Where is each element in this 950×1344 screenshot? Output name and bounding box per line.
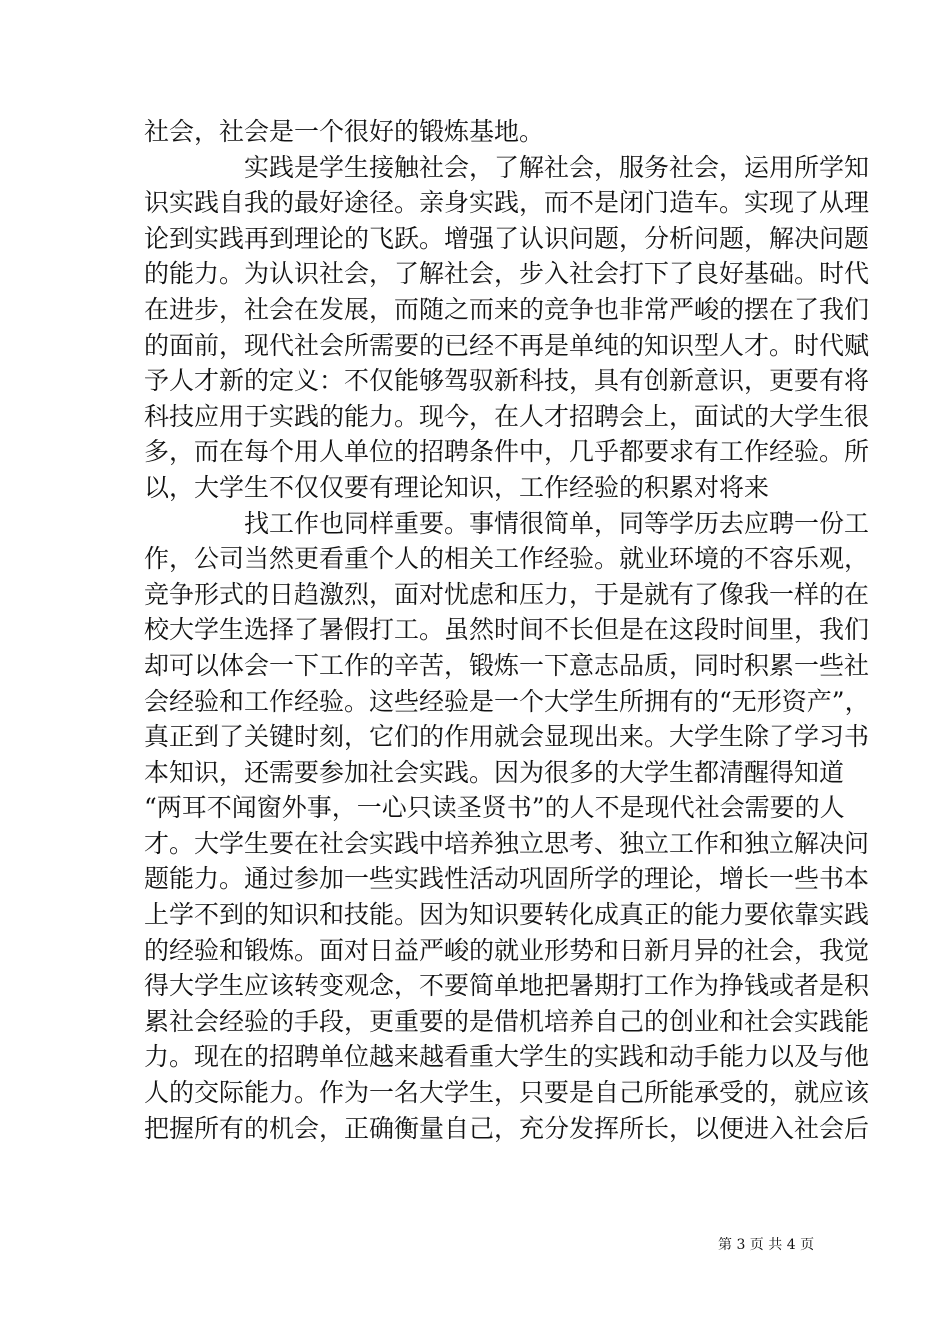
text-line: 真正到了关键时刻，它们的作用就会显现出来。大学生除了学习书 — [144, 722, 870, 752]
text-line: 才。大学生要在社会实践中培养独立思考、独立工作和独立解决问 — [144, 828, 870, 858]
text-line: 本知识，还需要参加社会实践。因为很多的大学生都清醒得知道 — [144, 757, 845, 787]
text-line: 的经验和锻炼。面对日益严峻的就业形势和日新月异的社会，我觉 — [144, 935, 870, 965]
text-line: 上学不到的知识和技能。因为知识要转化成真正的能力要依靠实践 — [144, 900, 870, 930]
text-line: 得大学生应该转变观念，不要简单地把暑期打工作为挣钱或者是积 — [144, 971, 870, 1001]
text-line: 找工作也同样重要。事情很简单，同等学历去应聘一份工 — [244, 508, 870, 538]
text-line: 力。现在的招聘单位越来越看重大学生的实践和动手能力以及与他 — [144, 1042, 870, 1072]
body-text — [144, 114, 870, 1146]
text-line: 论到实践再到理论的飞跃。增强了认识问题，分析问题，解决问题 — [144, 223, 870, 253]
text-line: 实践是学生接触社会，了解社会，服务社会，运用所学知 — [244, 152, 870, 182]
text-line: 却可以体会一下工作的辛苦，锻炼一下意志品质，同时积累一些社 — [144, 650, 870, 680]
text-line: 竞争形式的日趋激烈，面对忧虑和压力，于是就有了像我一样的在 — [144, 579, 870, 609]
text-line: 的面前，现代社会所需要的已经不再是单纯的知识型人才。时代赋 — [144, 330, 870, 360]
text-line: 校大学生选择了暑假打工。虽然时间不长但是在这段时间里，我们 — [144, 615, 870, 645]
text-line: 作，公司当然更看重个人的相关工作经验。就业环境的不容乐观， — [144, 544, 870, 574]
text-line: 以，大学生不仅仅要有理论知识，工作经验的积累对将来 — [144, 472, 770, 502]
text-line: “两耳不闻窗外事，一心只读圣贤书”的人不是现代社会需要的人 — [144, 793, 845, 823]
text-line: 人的交际能力。作为一名大学生，只要是自己所能承受的，就应该 — [144, 1078, 870, 1108]
text-line: 题能力。通过参加一些实践性活动巩固所学的理论，增长一些书本 — [144, 864, 870, 894]
text-line: 多，而在每个用人单位的招聘条件中，几乎都要求有工作经验。所 — [144, 437, 870, 467]
text-line: 把握所有的机会，正确衡量自己，充分发挥所长，以便进入社会后 — [144, 1113, 870, 1143]
text-line: 会经验和工作经验。这些经验是一个大学生所拥有的“无形资产”， — [144, 686, 870, 716]
page-number: 第 3 页 共 4 页 — [718, 1237, 815, 1253]
text-line: 社会，社会是一个很好的锻炼基地。 — [144, 117, 545, 146]
text-line: 识实践自我的最好途径。亲身实践，而不是闭门造车。实现了从理 — [144, 188, 870, 218]
text-line: 予人才新的定义：不仅能够驾驭新科技，具有创新意识，更要有将 — [144, 366, 870, 396]
text-line: 科技应用于实践的能力。现今，在人才招聘会上，面试的大学生很 — [144, 401, 870, 431]
text-line: 累社会经验的手段，更重要的是借机培养自己的创业和社会实践能 — [144, 1006, 870, 1036]
text-line: 在进步，社会在发展，而随之而来的竞争也非常严峻的摆在了我们 — [144, 294, 870, 324]
text-line: 的能力。为认识社会，了解社会，步入社会打下了良好基础。时代 — [144, 259, 870, 289]
